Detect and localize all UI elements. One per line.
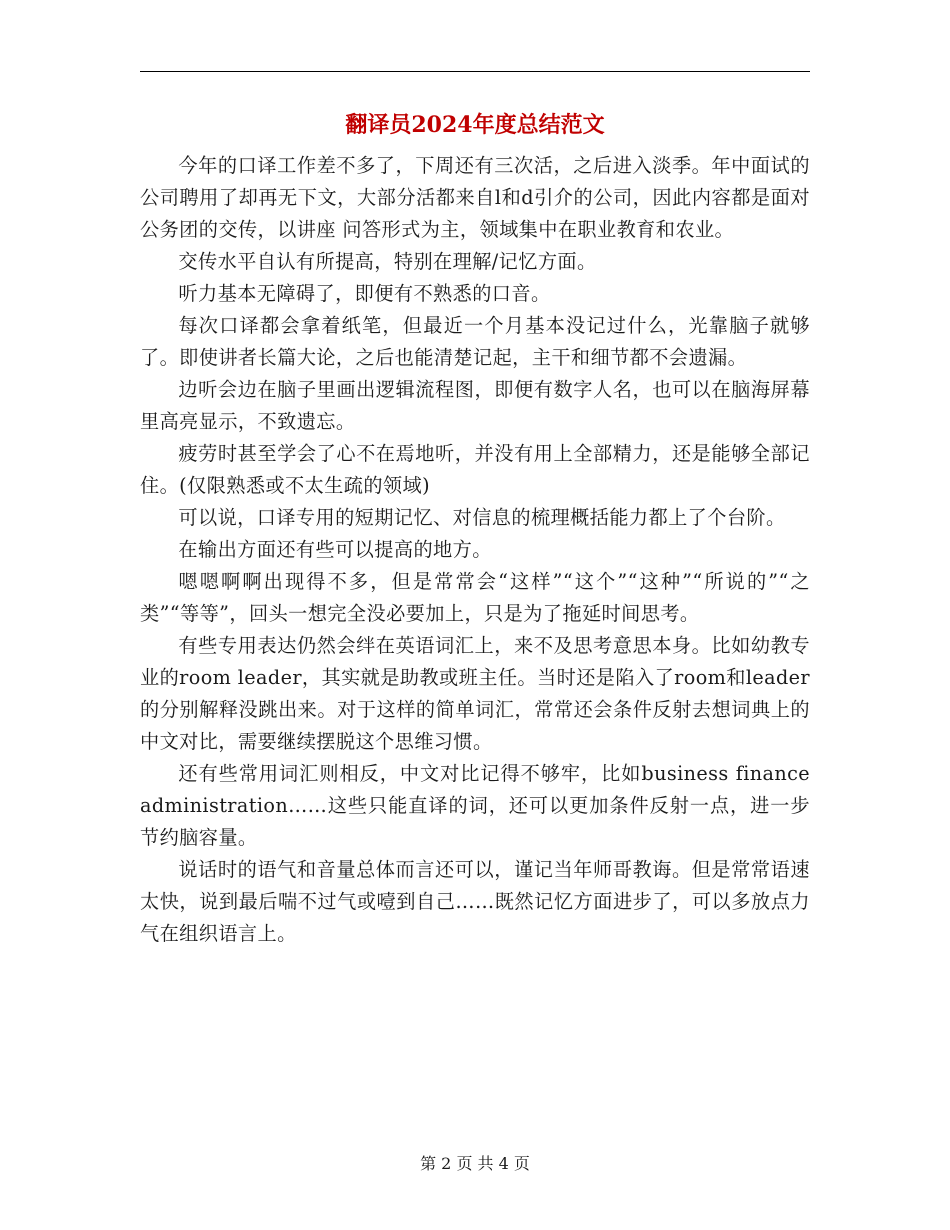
paragraph: 每次口译都会拿着纸笔，但最近一个月基本没记过什么，光靠脑子就够了。即使讲者长篇大论，之后也能清楚记起，主干和细节都不会遗漏。 — [140, 314, 810, 369]
paragraph: 还有些常用词汇则相反，中文对比记得不够牢，比如business finance administration……这些只能直译的词，还可以更加条件反射一点，进一步节约脑容量。 — [140, 762, 810, 849]
page-number-footer: 第 2 页 共 4 页 — [420, 1154, 530, 1173]
paragraph: 有些专用表达仍然会绊在英语词汇上，来不及思考意思本身。比如幼教专业的room leader，其实就是助教或班主任。当时还是陷入了room和leader的分别解释没跳出来。对于这样的简单词汇，常常还会条件反射去想词典上的中文对比，需要继续摆脱这个思维习惯。 — [140, 634, 810, 753]
paragraph: 边听会边在脑子里画出逻辑流程图，即便有数字人名，也可以在脑海屏幕里高亮显示，不致遗忘。 — [140, 378, 810, 433]
paragraph: 可以说，口译专用的短期记忆、对信息的梳理概括能力都上了个台阶。 — [178, 506, 786, 529]
paragraph: 今年的口译工作差不多了，下周还有三次活，之后进入淡季。年中面试的公司聘用了却再无下文，大部分活都来自l和d引介的公司，因此内容都是面对公务团的交传，以讲座 问答形式为主，领域集中在职业教育和农业。 — [140, 154, 810, 241]
document-title: 翻译员2024年度总结范文 — [345, 112, 605, 138]
paragraph: 说话时的语气和音量总体而言还可以，谨记当年师哥教诲。但是常常语速太快，说到最后喘不过气或噎到自己……既然记忆方面进步了，可以多放点力气在组织语言上。 — [140, 858, 810, 945]
paragraph: 嗯嗯啊啊出现得不多，但是常常会“这样”“这个”“这种”“所说的”“之类”“等等”，回头一想完全没必要加上，只是为了拖延时间思考。 — [140, 570, 810, 625]
paragraph: 在输出方面还有些可以提高的地方。 — [178, 538, 492, 561]
paragraph: 交传水平自认有所提高，特别在理解/记忆方面。 — [178, 250, 597, 273]
paragraph: 疲劳时甚至学会了心不在焉地听，并没有用上全部精力，还是能够全部记住。(仅限熟悉或不太生疏的领域) — [140, 442, 810, 497]
paragraph: 听力基本无障碍了，即便有不熟悉的口音。 — [178, 282, 551, 305]
document-body — [140, 150, 810, 950]
header-rule — [140, 71, 810, 72]
